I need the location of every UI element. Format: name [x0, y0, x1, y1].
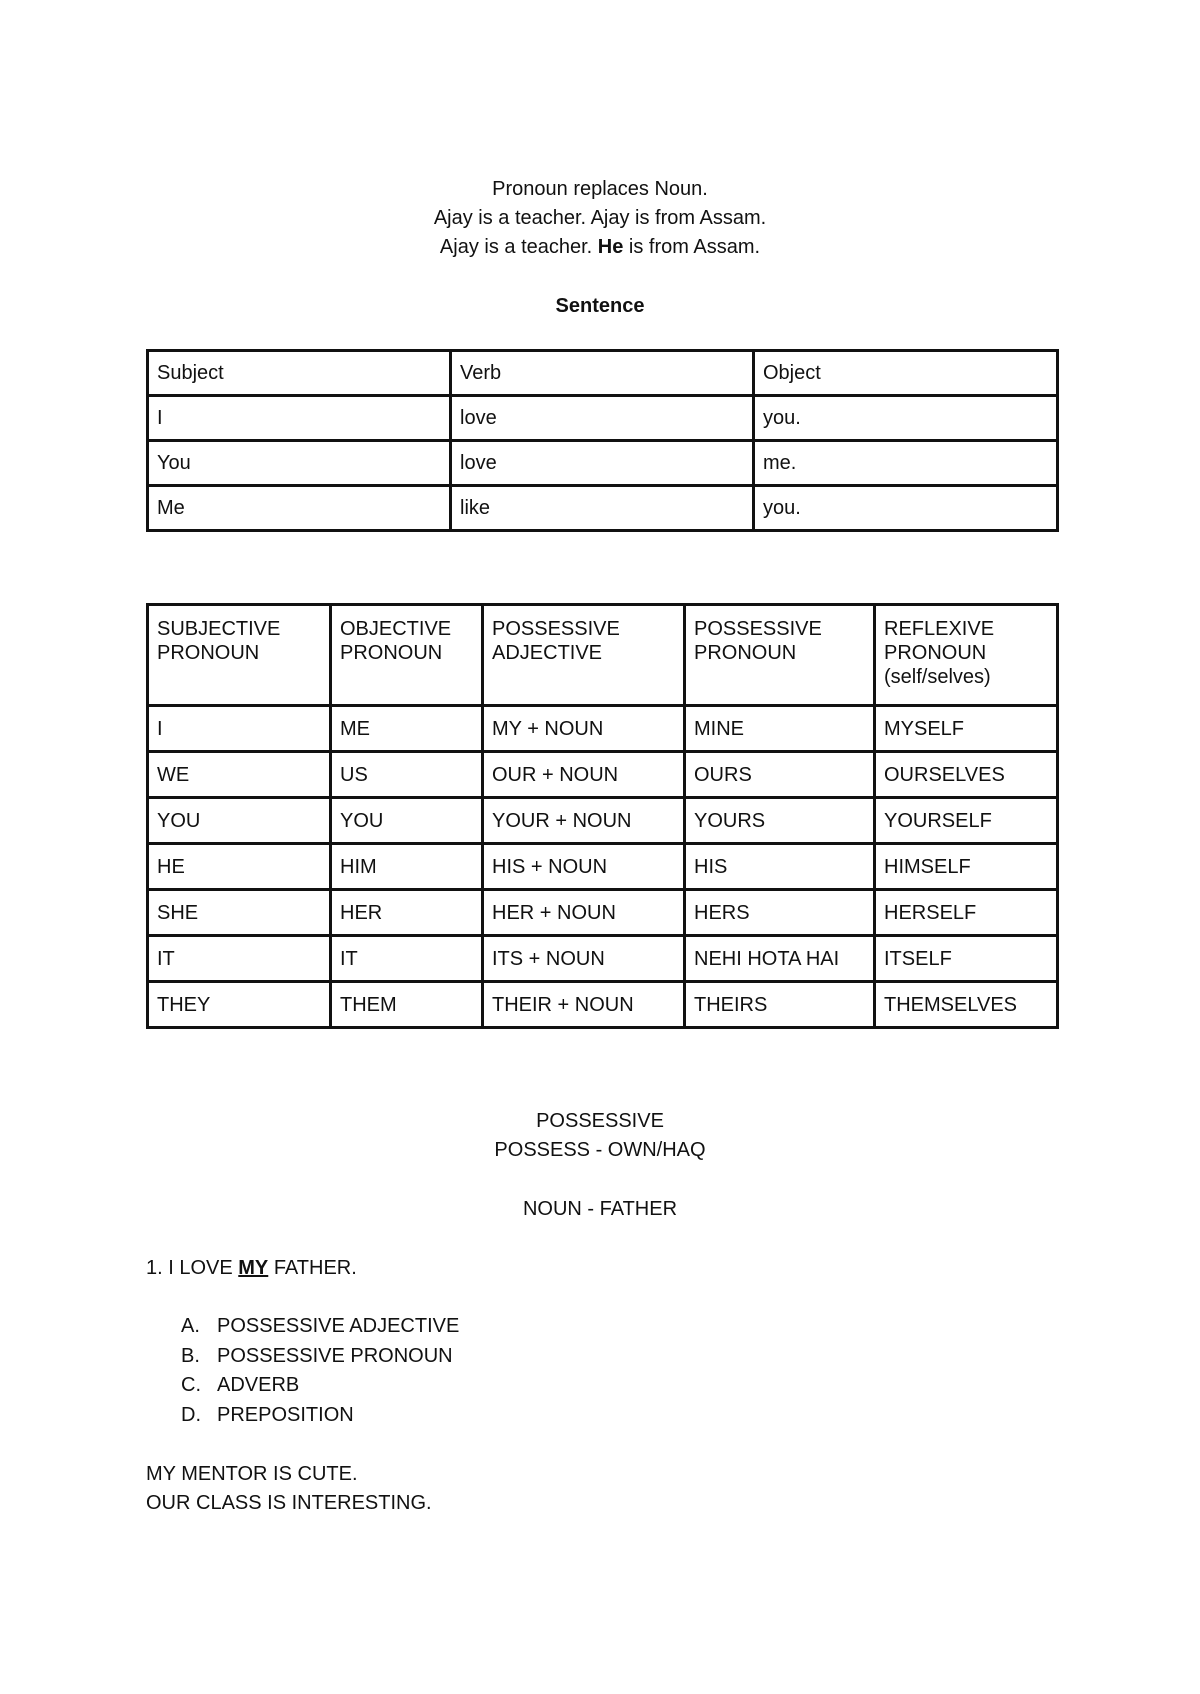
table-cell: YOU — [148, 798, 331, 844]
intro-line-3-post: is from Assam. — [623, 236, 761, 258]
table-row — [148, 441, 1058, 486]
table-cell: HER + NOUN — [483, 890, 685, 936]
table-cell: WE — [148, 752, 331, 798]
table-cell: ITSELF — [875, 936, 1058, 982]
table-header-row — [148, 605, 1058, 706]
header-text-line: SUBJECTIVE — [157, 618, 281, 640]
option-text: POSSESSIVE PRONOUN — [217, 1345, 453, 1367]
table-header-cell: Verb — [451, 351, 754, 396]
table-cell: YOU — [331, 798, 483, 844]
table-cell: HIS — [685, 844, 875, 890]
possessive-definition: POSSESS - OWN/HAQ — [494, 1139, 706, 1161]
table-cell: MINE — [685, 706, 875, 752]
table-row — [148, 982, 1058, 1028]
intro-line-2: Ajay is a teacher. Ajay is from Assam. — [433, 207, 767, 229]
table-cell: MYSELF — [875, 706, 1058, 752]
option-text: POSSESSIVE ADJECTIVE — [217, 1315, 460, 1337]
table-cell: You — [148, 441, 451, 486]
option-letter: D. — [181, 1404, 201, 1426]
header-text-line: PRONOUN — [340, 642, 443, 664]
table-cell: ITS + NOUN — [483, 936, 685, 982]
option-b — [181, 1344, 453, 1368]
header-text-line: PRONOUN — [694, 642, 797, 664]
question-1 — [146, 1256, 357, 1280]
table-cell: THEM — [331, 982, 483, 1028]
table-cell: OURS — [685, 752, 875, 798]
table-row — [148, 798, 1058, 844]
table-cell: Me — [148, 486, 451, 531]
table-cell: MY + NOUN — [483, 706, 685, 752]
table-cell: HE — [148, 844, 331, 890]
table-header-cell — [148, 605, 331, 706]
intro-line-3-pre: Ajay is a teacher. — [439, 236, 598, 258]
table-header-cell — [685, 605, 875, 706]
table-cell: YOURS — [685, 798, 875, 844]
header-text-line: POSSESSIVE — [694, 618, 822, 640]
table-cell: US — [331, 752, 483, 798]
table-cell: I — [148, 706, 331, 752]
table-cell: OUR + NOUN — [483, 752, 685, 798]
table-row — [148, 936, 1058, 982]
option-text: PREPOSITION — [217, 1404, 354, 1426]
table-cell: IT — [148, 936, 331, 982]
option-letter: C. — [181, 1374, 201, 1396]
table-cell: love — [451, 396, 754, 441]
header-text-line: PRONOUN — [884, 642, 987, 664]
intro-line-3-bold: He — [597, 236, 624, 258]
table-row — [148, 844, 1058, 890]
noun-example: NOUN - FATHER — [522, 1198, 678, 1220]
table-cell: like — [451, 486, 754, 531]
table-cell: HERS — [685, 890, 875, 936]
table-cell: NEHI HOTA HAI — [685, 936, 875, 982]
sentence-title: Sentence — [555, 295, 645, 317]
header-text-line: ADJECTIVE — [492, 642, 603, 664]
table-cell: HIS + NOUN — [483, 844, 685, 890]
table-header-cell — [331, 605, 483, 706]
table-row — [148, 396, 1058, 441]
table-header-cell — [483, 605, 685, 706]
table-cell: YOUR + NOUN — [483, 798, 685, 844]
intro-line-1: Pronoun replaces Noun. — [492, 178, 708, 200]
header-text-line: POSSESSIVE — [492, 618, 620, 640]
possessive-heading: POSSESSIVE — [536, 1110, 664, 1132]
option-text: ADVERB — [217, 1374, 300, 1396]
table-row — [148, 486, 1058, 531]
option-letter: B. — [181, 1345, 200, 1367]
table-cell: HERSELF — [875, 890, 1058, 936]
pronoun-table — [146, 603, 1059, 1029]
header-text-line: OBJECTIVE — [340, 618, 452, 640]
header-text-line: PRONOUN — [157, 642, 260, 664]
example-line-2: OUR CLASS IS INTERESTING. — [146, 1492, 432, 1514]
question-text-pre: 1. I LOVE — [146, 1257, 239, 1279]
table-cell: ME — [331, 706, 483, 752]
header-text-line: (self/selves) — [884, 666, 991, 688]
table-header-cell: Subject — [148, 351, 451, 396]
table-cell: you. — [754, 396, 1058, 441]
table-cell: IT — [331, 936, 483, 982]
question-text-post: FATHER. — [268, 1257, 357, 1279]
table-cell: YOURSELF — [875, 798, 1058, 844]
option-a — [181, 1314, 459, 1338]
intro-line-3 — [0, 235, 1200, 259]
table-row — [148, 706, 1058, 752]
table-header-row — [148, 351, 1058, 396]
table-row — [148, 752, 1058, 798]
option-c — [181, 1373, 299, 1397]
question-underlined-word: MY — [238, 1257, 269, 1279]
table-cell: THEMSELVES — [875, 982, 1058, 1028]
example-line-1: MY MENTOR IS CUTE. — [146, 1463, 358, 1485]
table-cell: HIMSELF — [875, 844, 1058, 890]
table-cell: me. — [754, 441, 1058, 486]
sentence-table — [146, 349, 1059, 532]
option-d — [181, 1403, 354, 1427]
table-cell: I — [148, 396, 451, 441]
table-cell: OURSELVES — [875, 752, 1058, 798]
table-header-cell — [875, 605, 1058, 706]
table-header-cell: Object — [754, 351, 1058, 396]
table-cell: SHE — [148, 890, 331, 936]
table-cell: THEIRS — [685, 982, 875, 1028]
table-cell: HER — [331, 890, 483, 936]
table-cell: THEY — [148, 982, 331, 1028]
table-cell: love — [451, 441, 754, 486]
header-text-line: REFLEXIVE — [884, 618, 995, 640]
table-cell: HIM — [331, 844, 483, 890]
option-letter: A. — [181, 1315, 200, 1337]
table-row — [148, 890, 1058, 936]
table-cell: THEIR + NOUN — [483, 982, 685, 1028]
table-cell: you. — [754, 486, 1058, 531]
